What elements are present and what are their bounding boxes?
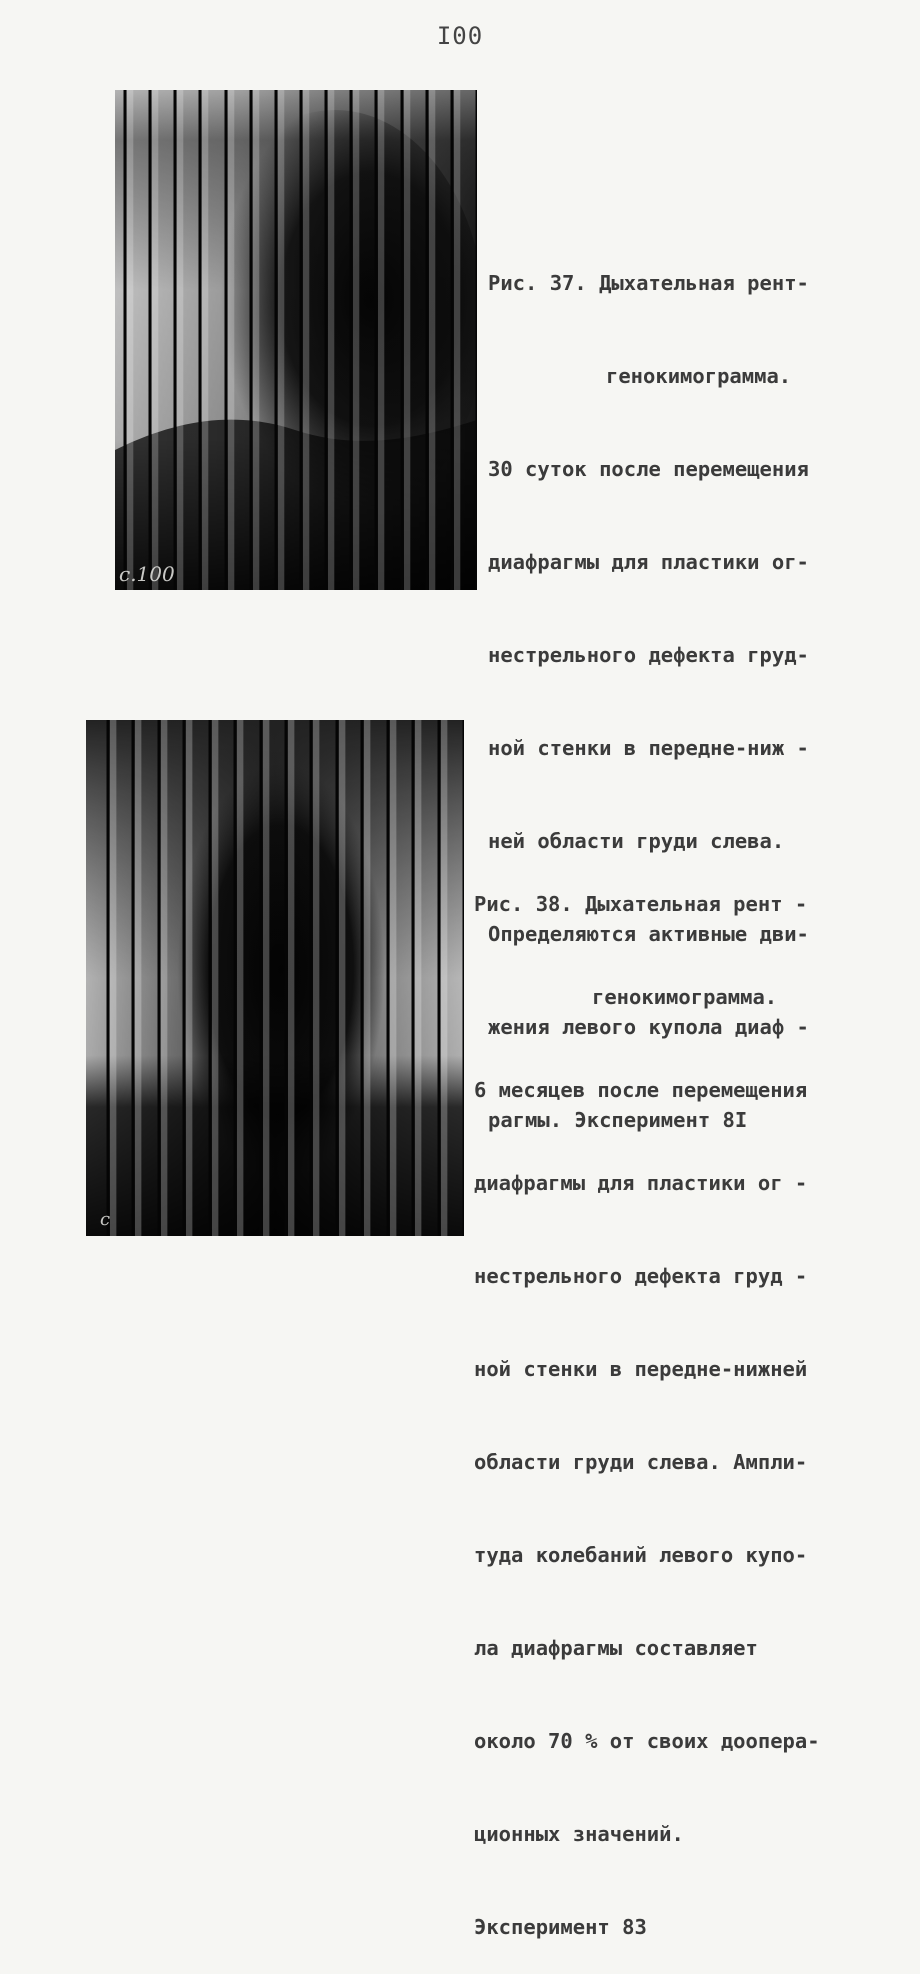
- caption-line: нестрельного дефекта груд-: [488, 643, 809, 667]
- caption-line: 6 месяцев после перемещения: [474, 1078, 808, 1102]
- caption-line: диафрагмы для пластики ог-: [488, 550, 809, 574]
- caption-line: Эксперимент 83: [474, 1915, 647, 1939]
- kymogram-image-fig38: [86, 720, 464, 1236]
- caption-line: ней области груди слева.: [488, 829, 785, 853]
- kymogram-strip-highlight: [429, 90, 435, 590]
- kymogram-strip-highlight: [135, 720, 141, 1236]
- kymogram-strip-highlight: [390, 720, 396, 1236]
- kymogram-strip-highlight: [202, 90, 208, 590]
- caption-line: Рис. 38. Дыхательная рент -: [474, 892, 808, 916]
- caption-line: области груди слева. Ампли-: [474, 1450, 808, 1474]
- caption-line: ционных значений.: [474, 1822, 684, 1846]
- figure-38-caption: [474, 827, 820, 1974]
- caption-line: ной стенки в передне-нижней: [474, 1357, 808, 1381]
- kymogram-strip-highlight: [353, 90, 359, 590]
- kymogram-strip-highlight: [364, 720, 370, 1236]
- caption-line: Определяются активные дви-: [488, 922, 809, 946]
- kymogram-strip-highlight: [454, 90, 460, 590]
- kymogram-strip-highlight: [110, 720, 116, 1236]
- caption-line: жения левого купола диаф -: [488, 1015, 809, 1039]
- kymogram-strip-highlight: [303, 90, 309, 590]
- kymogram-strip-highlight: [237, 720, 243, 1236]
- kymogram-strip-highlight: [378, 90, 384, 590]
- kymogram-strip-highlight: [263, 720, 269, 1236]
- kymogram-strip-highlight: [212, 720, 218, 1236]
- kymogram-strip-highlight: [228, 90, 234, 590]
- kymogram-strip-highlight: [127, 90, 133, 590]
- page-number: I00: [436, 22, 484, 50]
- kymogram-strip-highlight: [404, 90, 410, 590]
- kymogram-strip-highlight: [441, 720, 447, 1236]
- kymogram-strip-highlight: [328, 90, 334, 590]
- kymogram-strip-highlight: [152, 90, 158, 590]
- caption-line: ла диафрагмы составляет: [474, 1636, 758, 1660]
- kymogram-strip-highlight: [278, 90, 284, 590]
- kymogram-strip-highlight: [313, 720, 319, 1236]
- caption-line: туда колебаний левого купо-: [474, 1543, 808, 1567]
- kymogram-strip-highlight: [288, 720, 294, 1236]
- caption-line: диафрагмы для пластики ог -: [474, 1171, 808, 1195]
- caption-line: около 70 % от своих доопера-: [474, 1729, 820, 1753]
- corner-mark: c.100: [119, 562, 175, 586]
- caption-line: нестрельного дефекта груд -: [474, 1264, 808, 1288]
- kymogram-strip-highlight: [177, 90, 183, 590]
- caption-line: генокимограмма.: [606, 364, 792, 388]
- corner-mark: c: [100, 1209, 111, 1230]
- kymogram-image-fig37: [115, 90, 477, 590]
- kymogram-strip-highlight: [161, 720, 167, 1236]
- caption-line: генокимограмма.: [592, 985, 778, 1009]
- caption-line: рагмы. Эксперимент 8I: [488, 1108, 748, 1132]
- kymogram-strip-highlight: [186, 720, 192, 1236]
- kymogram-strip-highlight: [253, 90, 259, 590]
- kymogram-strip-highlight: [339, 720, 345, 1236]
- kymogram-strip-highlight: [415, 720, 421, 1236]
- caption-line: Рис. 37. Дыхательная рент-: [488, 271, 809, 295]
- caption-line: 30 суток после перемещения: [488, 457, 809, 481]
- caption-line: ной стенки в передне-ниж -: [488, 736, 809, 760]
